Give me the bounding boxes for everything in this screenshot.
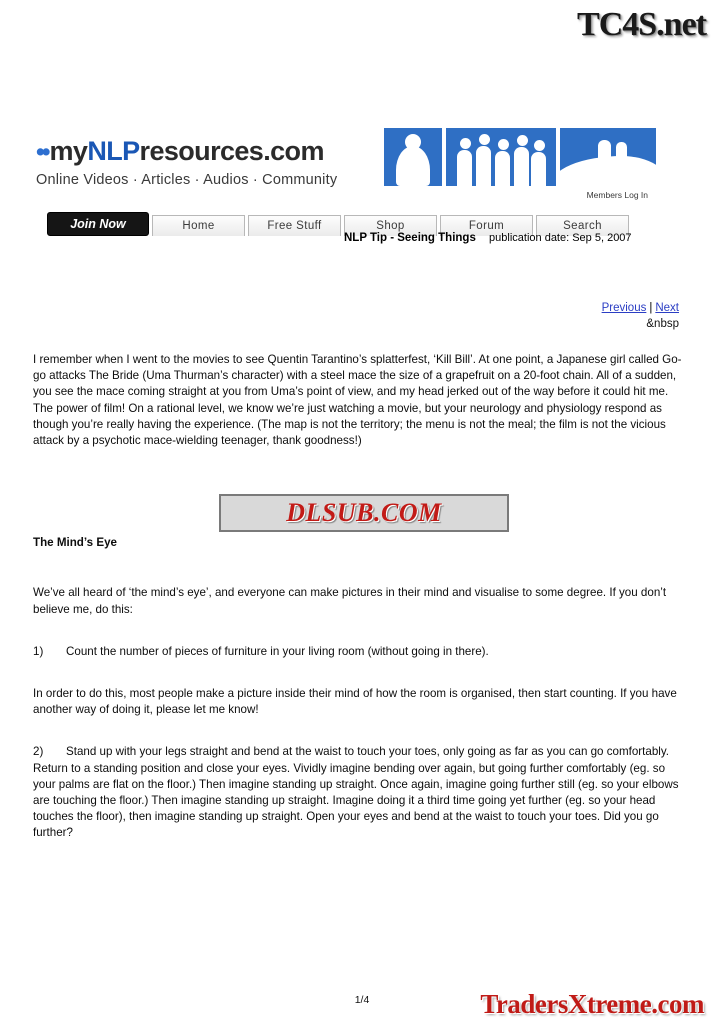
paragraph-intro: I remember when I went to the movies to see Quentin Tarantino’s splatterfest, ‘Kill Bill’. At one point, a Japanese girl called Go-go attacks The Bride (Uma Thurman’s character) with a steel mace the size of a grapefruit on a 20-foot chain. All of a sudden, you see the mace coming straight at you from Uma’s point of view, and my head jerked out of the way before it could hit me. The power of film! On a rational level, we know we’re just watching a movie, but your neurology and physiology respond as though you’re really having the experience. (The map is not the territory; the menu is not the meal; the film is not the vicious attack by a psychotic mace-wielding teenager, thank goodness!) xyxy=(33,353,682,448)
logo-resources: resources.com xyxy=(139,136,324,166)
banner-image-group-icon xyxy=(446,128,556,186)
banner-group-head-5 xyxy=(534,140,545,151)
banner-person-body xyxy=(396,146,430,186)
nbsp-text: &nbsp xyxy=(646,318,679,330)
banner-group-body-2 xyxy=(476,146,491,186)
logo-dots-icon: •• xyxy=(36,138,48,166)
members-login-link[interactable]: Members Log In xyxy=(586,190,648,200)
nav-item-search[interactable]: Search xyxy=(536,215,629,236)
nav-item-shop[interactable]: Shop xyxy=(344,215,437,236)
article-title-row xyxy=(344,232,684,244)
tradersxtreme-watermark: TradersXtreme.com xyxy=(480,989,704,1019)
list-item-1-number: 1) xyxy=(33,644,44,658)
paragraph-minds-eye: We’ve all heard of ‘the mind’s eye’, and everyone can make pictures in their mind and visualise to some degree. If you don’t believe me, do this: xyxy=(33,586,667,616)
nav-join-now-button[interactable]: Join Now xyxy=(47,212,149,236)
article-pagination xyxy=(602,302,679,314)
banner-group-body-5 xyxy=(531,152,546,186)
paragraph-after-item-1: In order to do this, most people make a picture inside their mind of how the room is organised, then start counting. If you have another way of doing it, please let me know! xyxy=(33,687,677,717)
pagination-separator: | xyxy=(649,302,653,314)
list-item-2-text: Stand up with your legs straight and bend at the waist to touch your toes, only going as far as you can go comfortably. Return to a standing position and close your eyes. Vividly imagine bending over again, but going further comfortably (eg. so your palms are flat on the floor.) Then imagine standing up straight. Once again, imagine going further still (eg. so your elbows are touching the floor.) Then imagine standing up straight. Imagine doing it a third time going yet further (eg. so your head touches the floor), then imagine standing up straight. Open your eyes and bend at the waist to touch your toes. Did you go further? xyxy=(33,745,679,840)
logo-my: my xyxy=(49,136,88,166)
page-number: 1/4 xyxy=(354,994,370,1006)
site-logo[interactable] xyxy=(36,136,381,188)
article-publication-date: publication date: Sep 5, 2007 xyxy=(489,232,632,244)
dlsub-watermark xyxy=(219,494,509,532)
section-heading-minds-eye: The Mind’s Eye xyxy=(33,536,117,550)
nav-item-free-stuff[interactable]: Free Stuff xyxy=(248,215,341,236)
nav-item-forum[interactable]: Forum xyxy=(440,215,533,236)
logo-nlp: NLP xyxy=(87,136,140,166)
dlsub-watermark-text: DLSUB.COM xyxy=(286,498,442,527)
logo-tagline: Online Videos · Articles · Audios · Community xyxy=(36,172,338,188)
banner-group-head-4 xyxy=(517,135,528,146)
article-title: NLP Tip - Seeing Things xyxy=(344,232,476,244)
banner-group-body-4 xyxy=(514,147,529,186)
article-body xyxy=(33,352,685,868)
next-link[interactable]: Next xyxy=(655,302,679,314)
banner-group-head-1 xyxy=(460,138,471,149)
list-item-2-number: 2) xyxy=(33,745,44,759)
tc4s-watermark: TC4S.net xyxy=(577,6,706,43)
banner-image-outdoor-icon xyxy=(560,128,656,186)
banner-outdoor-hill xyxy=(560,156,656,186)
logo-wordmark xyxy=(36,136,381,167)
banner-group-body-3 xyxy=(495,151,510,186)
banner-image-person-icon xyxy=(384,128,442,186)
banner-group-head-2 xyxy=(479,134,490,145)
previous-link[interactable]: Previous xyxy=(601,302,647,314)
nav-item-home[interactable]: Home xyxy=(152,215,245,236)
banner-group-body-1 xyxy=(457,150,472,186)
list-item-1 xyxy=(33,644,685,660)
list-item-2 xyxy=(33,744,685,841)
banner-group-head-3 xyxy=(498,139,509,150)
banner-image-strip xyxy=(384,128,656,186)
list-item-1-text: Count the number of pieces of furniture in your living room (without going in there). xyxy=(66,644,489,658)
